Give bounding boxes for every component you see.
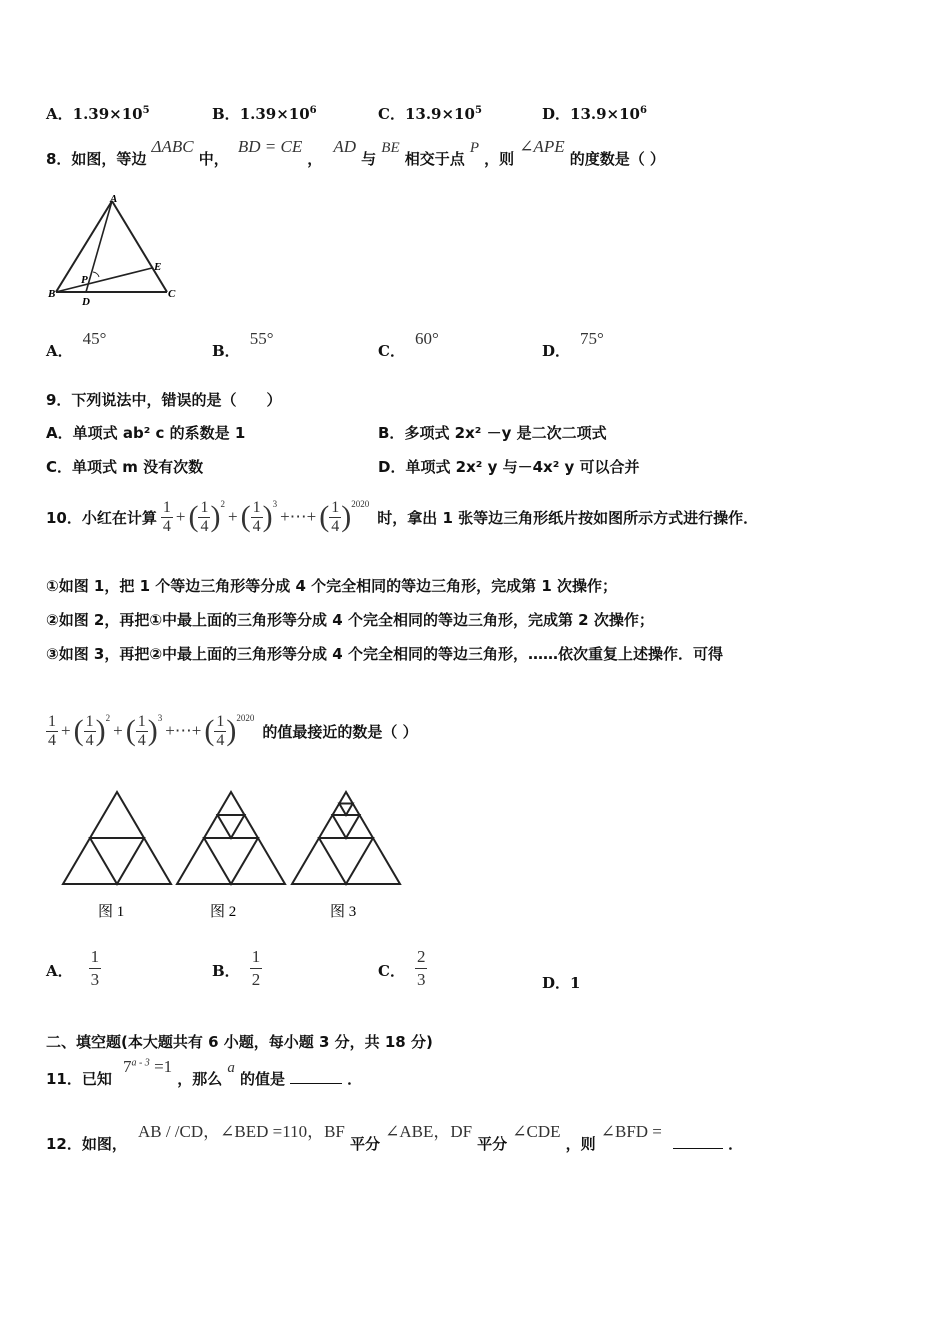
- q8-option-d: D．75°: [542, 329, 604, 360]
- angle-mark: [93, 272, 99, 277]
- q10-step-2: ②如图 2，再把①中最上面的三角形等分成 4 个完全相同的等边三角形，完成第 2 次操作；: [46, 611, 654, 629]
- label-c: C: [168, 288, 176, 300]
- q8-option-b: B．55°: [212, 329, 274, 360]
- q7-option-c: C．$13.9\times 10^5$: [378, 105, 482, 123]
- q10-series-repeat: $\frac{1}{4}$ + ( $\frac{1}{4}$ ) $^2$ + ( $\frac{1}{4}$ ) $^3$ +⋯+ ( $\frac{1}{4}$ ) $^{2020}$: [48, 712, 255, 749]
- q10-value-line: $\frac{1}{4}$ + ( $\frac{1}{4}$ ) $^2$ + ( $\frac{1}{4}$ ) $^3$ +⋯+ ( $\frac{1}{4}$ ) $^{2020}$ 的值最接近的数是（ ）: [48, 712, 418, 749]
- q7-option-a: A．$1.39\times 10^5$: [46, 105, 150, 123]
- label-e: E: [154, 261, 162, 273]
- q7-option-d: D．$13.9\times 10^6$: [542, 105, 647, 123]
- q9-stem: 9．下列说法中，错误的是（ ）: [46, 391, 282, 409]
- q10-series: $\frac{1}{4}$ + ( $\frac{1}{4}$ ) $^2$ + ( $\frac{1}{4}$ ) $^3$ +⋯+ ( $\frac{1}{4}$ ) $^{2020}$: [162, 498, 370, 535]
- q8-option-c: C．60°: [378, 329, 439, 360]
- q8-triangle-figure: [46, 193, 186, 308]
- q9-option-d: D．单项式 2x² y 与－4x² y 可以合并: [378, 458, 640, 476]
- side-ac: [112, 201, 167, 292]
- label-a: A: [110, 193, 118, 205]
- q10-stem: 10．小红在计算 $\frac{1}{4}$ + ( $\frac{1}{4}$ ) $^2$ + ( $\frac{1}{4}$ ) $^3$ +⋯+ ( $\frac{1}{4}$ ) $^{2020}$ 时，拿出 1 张等边三角形纸片按如图所示方式进行操作．: [46, 498, 759, 535]
- q7-option-b: B．$1.39\times 10^6$: [212, 105, 317, 123]
- figure-2-caption: 图 2: [210, 904, 237, 920]
- figure-1: [63, 792, 171, 884]
- q10-option-b: B． $\frac{1}{2}$: [212, 947, 261, 989]
- section-2-heading: 二、填空题(本大题共有 6 小题，每小题 3 分，共 18 分): [46, 1033, 433, 1051]
- figure-3: [292, 792, 400, 884]
- q11-answer-blank[interactable]: [290, 1069, 342, 1084]
- q9-option-b: B．多项式 2x² －y 是二次二项式: [378, 424, 607, 442]
- label-b: B: [48, 288, 56, 300]
- figure-2: [177, 792, 285, 884]
- q10-option-c: C． $\frac{2}{3}$: [378, 947, 426, 989]
- q10-option-d: D．1: [542, 974, 581, 992]
- label-d: D: [82, 296, 90, 308]
- q9-option-a: A．单项式 ab² c 的系数是 1: [46, 424, 246, 442]
- q12-stem: 12．如图， AB / /CD，∠BED =110，BF 平分 ∠ABE，DF 平分 ∠CDE ，则 ∠BFD = ．: [46, 1122, 744, 1153]
- q8-stem: 8．如图，等边 ΔABC 中， BD = CE ， AD 与 BE 相交于点 P ，则 ∠APE 的度数是（ ）: [46, 137, 665, 168]
- q10-step-1: ①如图 1，把 1 个等边三角形等分成 4 个完全相同的等边三角形，完成第 1 次操作；: [46, 577, 618, 595]
- q9-option-c: C．单项式 m 没有次数: [46, 458, 204, 476]
- figure-3-caption: 图 3: [330, 904, 357, 920]
- q10-option-a: A． $\frac{1}{3}$: [46, 947, 100, 989]
- label-p: P: [81, 274, 88, 286]
- figure-1-caption: 图 1: [98, 904, 125, 920]
- q10-figures: [60, 788, 410, 923]
- q10-step-3: ③如图 3，再把②中最上面的三角形等分成 4 个完全相同的等边三角形，……依次重复上述操作．可得: [46, 645, 723, 663]
- q11-stem: 11．已知 $7^{a - 3} =1$ ，那么 a 的值是 ．: [46, 1057, 363, 1088]
- q12-answer-blank[interactable]: [673, 1134, 723, 1149]
- segment-be: [56, 268, 152, 292]
- q8-option-a: A．45°: [46, 329, 107, 360]
